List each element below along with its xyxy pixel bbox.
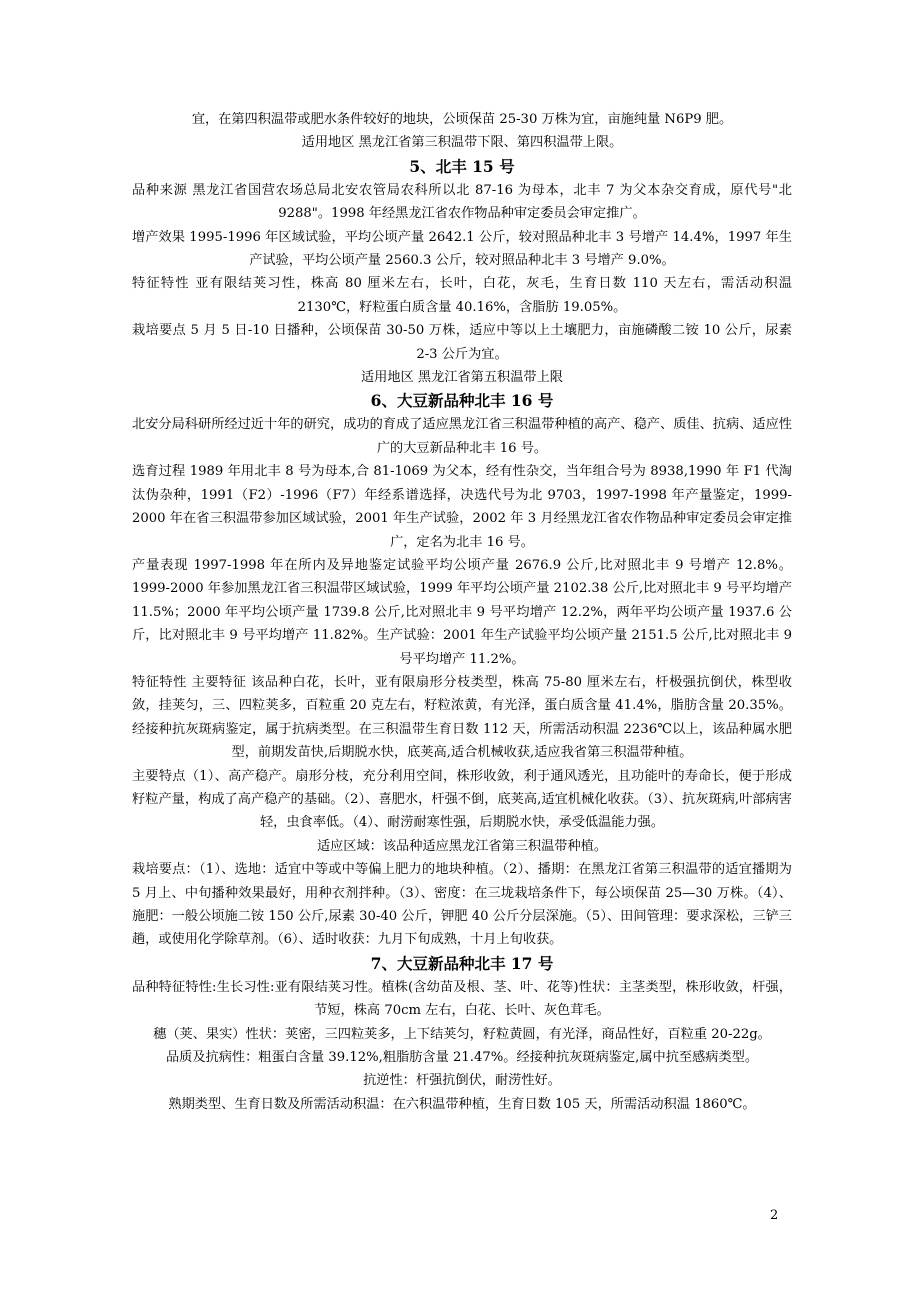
sec7-growth-habit: 品种特征特性:生长习性:亚有限结荚习性。植株(含幼苗及根、茎、叶、花等)性状：主茎类型，株形收敛，杆强，节短，株高 70cm 左右，白花、长叶、灰色茸毛。 — [132, 979, 792, 1019]
document-page — [132, 108, 792, 1116]
sec6-characteristics: 特征特性 主要特征 该品种白花，长叶，亚有限扇形分枝类型，株高 75-80 厘米左右，杆极强抗倒伏，株型收敛，挂荚匀，三、四粒荚多，百粒重 20 克左右，籽粒浓黄，有光泽，蛋白质含量 41.4%，脂肪含量 20.35%。经接种抗灰斑病鉴定，属于抗病类型。在三积温带生育日数 112 天，所需活动积温 2236℃以上，该品种属水肥型，前期发苗快,后期脱水快，底荚高,适合机械收获,适应我省第三积温带种植。 — [132, 674, 792, 761]
sec6-cultivation: 栽培要点：（1）、选地：适宜中等或中等偏上肥力的地块种植。（2）、播期：在黑龙江省第三积温带的适宜播期为 5 月上、中旬播种效果最好，用种衣剂拌种。（3）、密度：在三垅栽培条件下，每公顷保苗 25—30 万株。（4）、施肥：一般公顷施二铵 150 公斤,尿素 30-40 公斤，钾肥 40 公斤分层深施。（5）、田间管理：要求深松，三铲三趟，或使用化学除草剂。（6）、适时收获：九月下旬成熟，十月上旬收获。 — [132, 862, 792, 948]
sec6-main-features: 主要特点（1）、高产稳产。扇形分枝，充分利用空间，株形收敛，利于通风透光，且功能叶的寿命长，便于形成籽粒产量，构成了高产稳产的基础。（2）、喜肥水，杆强不倒，底荚高,适宜机械化收获。（3）、抗灰斑病,叶部病害轻，虫食率低。（4）、耐涝耐寒性强，后期脱水快，承受低温能力强。 — [132, 768, 792, 831]
sec5-variety-source: 品种来源 黑龙江省国营农场总局北安农管局农科所以北 87-16 为母本，北丰 7 为父本杂交育成，原代号"北 9288"。1998 年经黑龙江省农作物品种审定委员会审定推广。 — [132, 182, 792, 222]
section4-tail-line1: 宜，在第四积温带或肥水条件较好的地块，公顷保苗 25-30 万株为宜，亩施纯量 N6P9 肥。 — [191, 112, 733, 127]
sec7-stress-resistance: 抗逆性：杆强抗倒伏，耐涝性好。 — [363, 1073, 561, 1089]
sec6-region: 适应区域：该品种适应黑龙江省第三积温带种植。 — [316, 838, 608, 854]
sec5-yield-effect: 增产效果 1995-1996 年区域试验，平均公顷产量 2642.1 公斤，较对照品种北丰 3 号增产 14.4%，1997 年生产试验，平均公顷产量 2560.3 公斤，较对照品种北丰 3 号增产 9.0%。 — [132, 229, 792, 269]
section4-tail-line2: 适用地区 黑龙江省第三积温带下限、第四积温带上限。 — [301, 135, 623, 151]
sec5-cultivation: 栽培要点 5 月 5 日-10 日播种，公顷保苗 30-50 万株，适应中等以上土壤肥力，亩施磷酸二铵 10 公斤，尿素 2-3 公斤为宜。 — [132, 323, 792, 362]
sec6-yield-performance: 产量表现 1997-1998 年在所内及异地鉴定试验平均公顷产量 2676.9 公斤,比对照北丰 9 号增产 12.8%。1999-2000 年参加黑龙江省三积温带区域试验，1999 年平均公顷产量 2102.38 公斤,比对照北丰 9 号平均增产 11.5%；2000 年平均公顷产量 1739.8 公斤,比对照北丰 9 号平均增产 12.2%，两年平均公顷产量 1937.6 公斤，比对照北丰 9 号平均增产 11.82%。生产试验：2001 年生产试验平均公顷产量 2151.5 公斤,比对照北丰 9 号平均增产 11.2%。 — [132, 557, 792, 667]
sec7-pod-traits: 穗（荚、果实）性状：荚密，三四粒荚多，上下结荚匀，籽粒黄圆，有光泽，商品性好，百粒重 20-22g。 — [153, 1026, 771, 1042]
section6-heading: 6、大豆新品种北丰 16 号 — [370, 391, 554, 411]
sec6-breeding-process: 选育过程 1989 年用北丰 8 号为母本,合 81-1069 为父本，经有性杂交，当年组合号为 8938,1990 年 F1 代淘汰伪杂种，1991（F2）-1996（F7）年经系谱选择，决选代号为北 9703，1997-1998 年产量鉴定，1999-2000 年在省三积温带参加区域试验，2001 年生产试验，2002 年 3 月经黑龙江省农作物品种审定委员会审定推广，定名为北丰 16 号。 — [132, 464, 792, 550]
sec7-quality: 品质及抗病性：粗蛋白含量 39.12%,粗脂肪含量 21.47%。经接种抗灰斑病鉴定,属中抗至感病类型。 — [165, 1050, 759, 1066]
sec7-maturity: 熟期类型、生育日数及所需活动积温：在六积温带种植，生育日数 105 天，所需活动积温 1860℃。 — [168, 1096, 756, 1112]
section5-heading: 5、北丰 15 号 — [409, 156, 515, 176]
sec5-region: 适用地区 黑龙江省第五积温带上限 — [360, 370, 563, 386]
sec6-intro: 北安分局科研所经过近十年的研究，成功的育成了适应黑龙江省三积温带种植的高产、稳产、质佳、抗病、适应性广的大豆新品种北丰 16 号。 — [132, 417, 792, 456]
section7-heading: 7、大豆新品种北丰 17 号 — [370, 953, 554, 973]
page-number: 2 — [770, 1208, 779, 1223]
sec5-characteristics: 特征特性 亚有限结荚习性，株高 80 厘米左右，长叶，白花，灰毛，生育日数 110 天左右，需活动积温 2130℃，籽粒蛋白质含量 40.16%，含脂肪 19.05%。 — [132, 276, 792, 315]
